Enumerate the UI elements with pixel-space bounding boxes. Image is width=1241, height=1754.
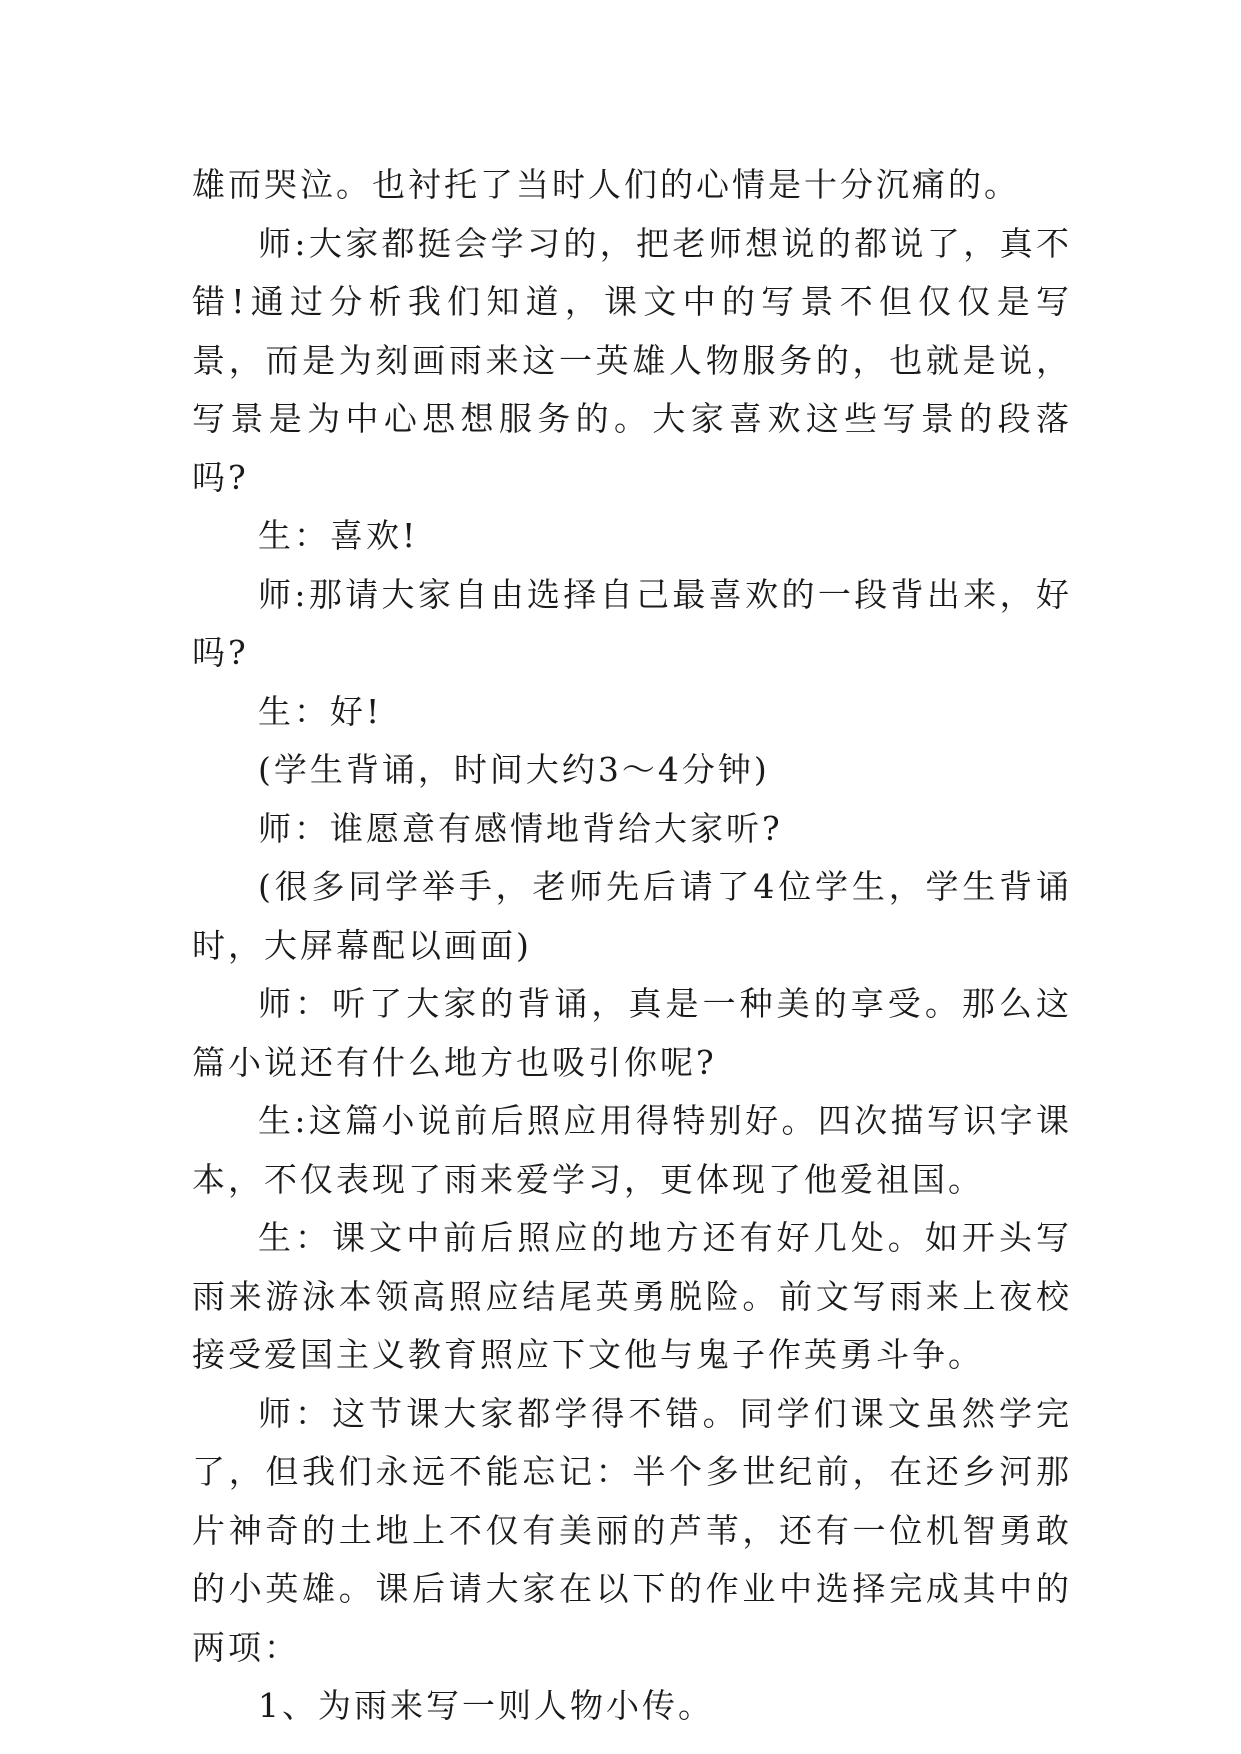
paragraph: 生：喜欢!	[258, 516, 419, 555]
paragraph: 师：谁愿意有感情地背给大家听?	[258, 808, 783, 848]
paragraph: 师:那请大家自由选择自己最喜欢的一段背出来，好吗?	[192, 574, 1072, 672]
paragraph: 师:大家都挺会学习的，把老师想说的都说了，真不错!通过分析我们知道，课文中的写景不但仅仅是写景，而是为刻画雨来这一英雄人物服务的，也就是说，写景是为中心思想服务的。大家喜欢这些写景的段落吗?	[192, 223, 1072, 497]
paragraph: 1、为雨来写一则人物小传。	[258, 1686, 714, 1725]
paragraph: 雄而哭泣。也衬托了当时人们的心情是十分沉痛的。	[192, 165, 1020, 204]
paragraph: 生:这篇小说前后照应用得特别好。四次描写识字课本，不仅表现了雨来爱学习，更体现了他爱祖国。	[192, 1101, 1072, 1199]
paragraph: 生：好!	[258, 691, 383, 731]
paragraph: 师：听了大家的背诵，真是一种美的享受。那么这篇小说还有什么地方也吸引你呢?	[192, 984, 1072, 1082]
document-body	[192, 156, 1072, 1736]
paragraph: 生：课文中前后照应的地方还有好几处。如开头写雨来游泳本领高照应结尾英勇脱险。前文写雨来上夜校接受爱国主义教育照应下文他与鬼子作英勇斗争。	[192, 1218, 1072, 1374]
paragraph: (很多同学举手，老师先后请了4位学生，学生背诵时，大屏幕配以画面)	[192, 867, 1072, 965]
paragraph: 师：这节课大家都学得不错。同学们课文虽然学完了，但我们永远不能忘记：半个多世纪前，在还乡河那片神奇的土地上不仅有美丽的芦苇，还有一位机智勇敢的小英雄。课后请大家在以下的作业中选择完成其中的两项：	[192, 1393, 1072, 1667]
paragraph: (学生背诵，时间大约3～4分钟)	[258, 750, 770, 789]
